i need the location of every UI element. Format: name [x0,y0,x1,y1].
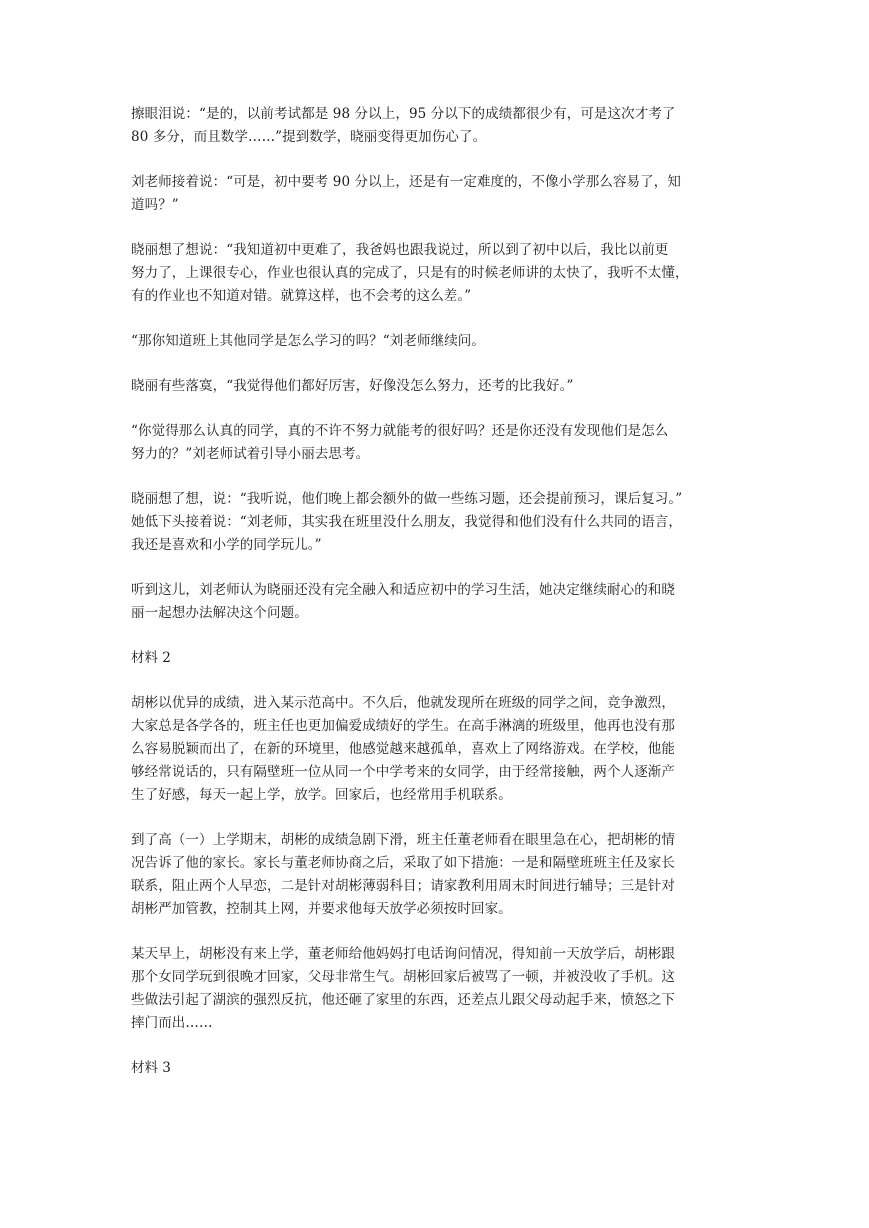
dialogue-paragraph-5: 晓丽有些落寞，“我觉得他们都好厉害，好像没怎么努力，还考的比我好。” [131,378,574,394]
material-2-paragraph-2: 到了高（一）上学期末，胡彬的成绩急剧下滑，班主任董老师看在眼里急在心，把胡彬的情 况告诉了他的家长。家长与董老师协商之后，采取了如下措施：一是和隔壁班班主任及家长 联系，阻止两个人早恋，二是针对胡彬薄弱科目；请家教利用周末时间进行辅导；三是针对 胡彬严加管教，控制其上网，并要求他每天放学必须按时回家。 [131,832,675,917]
material-2-heading: 材料 2 [131,650,171,666]
material-2-paragraph-1: 胡彬以优异的成绩，进入某示范高中。不久后，他就发现所在班级的同学之间，竞争激烈， 大家总是各学各的，班主任也更加偏爱成绩好的学生。在高手淋漓的班级里，他再也没有那 么容易脱颖而出了，在新的环境里，他感觉越来越孤单，喜欢上了网络游戏。在学校，他能 够经常说话的，只有隔壁班一位从同一个中学考来的女同学，由于经常接触，两个人逐渐产 生了好感，每天一起上学，放学。回家后，也经常用手机联系。 [131,695,675,803]
document-page [131,103,743,1102]
dialogue-paragraph-1: 擦眼泪说：“是的，以前考试都是 98 分以上，95 分以下的成绩都很少有，可是这次才考了 80 多分，而且数学……”提到数学，晓丽变得更加伤心了。 [131,106,676,145]
dialogue-paragraph-3: 晓丽想了想说：“我知道初中更难了，我爸妈也跟我说过，所以到了初中以后，我比以前更 努力了，上课很专心，作业也很认真的完成了，只是有的时候老师讲的太快了，我听不太懂， 有的作业也不知道对错。就算这样，也不会考的这么差。” [131,242,689,304]
dialogue-paragraph-8: 听到这儿，刘老师认为晓丽还没有完全融入和适应初中的学习生活，她决定继续耐心的和晓 丽一起想办法解决这个问题。 [131,582,675,621]
material-3-heading: 材料 3 [131,1060,171,1076]
material-2-paragraph-3: 某天早上，胡彬没有来上学，董老师给他妈妈打电话询问情况，得知前一天放学后，胡彬跟 那个女同学玩到很晚才回家，父母非常生气。胡彬回家后被骂了一顿，并被没收了手机。这 些做法引起了湖滨的强烈反抗，他还砸了家里的东西，还差点儿跟父母动起手来，愤怒之下 摔门而出…… [131,946,675,1031]
dialogue-paragraph-2: 刘老师接着说：“可是，初中要考 90 分以上，还是有一定难度的，不像小学那么容易了，知 道吗？” [131,174,681,213]
dialogue-paragraph-6: “你觉得那么认真的同学，真的不许不努力就能考的很好吗？还是你还没有发现他们是怎么 努力的？”刘老师试着引导小丽去思考。 [131,423,669,462]
dialogue-paragraph-4: “那你知道班上其他同学是怎么学习的吗？“刘老师继续问。 [131,333,486,349]
dialogue-paragraph-7: 晓丽想了想，说：“我听说，他们晚上都会额外的做一些练习题，还会提前预习，课后复习。” 她低下头接着说：“刘老师，其实我在班里没什么朋友，我觉得和他们没有什么共同的语言， 我还是喜欢和小学的同学玩儿。” [131,491,683,553]
